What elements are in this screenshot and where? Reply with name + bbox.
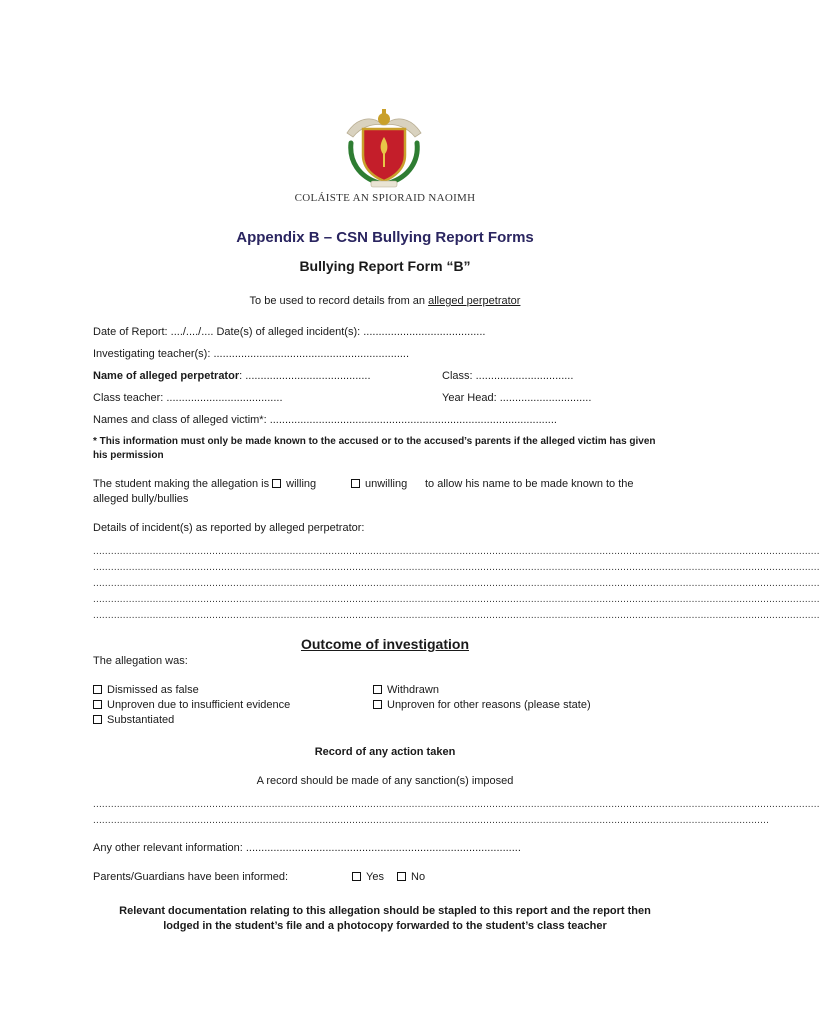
outcome-heading: Outcome of investigation: [300, 636, 469, 652]
details-label: Details of incident(s) as reported by alleged perpetrator:: [93, 522, 365, 534]
parents-yes-checkbox[interactable]: [352, 872, 361, 881]
privacy-note-line2: his permission: [93, 450, 164, 461]
class-field[interactable]: Class: ................................: [442, 370, 574, 382]
footer-line2: lodged in the student’s file and a photocopy forwarded to the student’s class teacher: [163, 920, 607, 932]
intro-text: [0, 295, 770, 307]
dismissed-checkbox[interactable]: [93, 685, 102, 694]
parents-yes-label: Yes: [366, 871, 384, 883]
parents-informed-label: Parents/Guardians have been informed:: [93, 871, 289, 883]
page-title: Appendix B – CSN Bullying Report Forms: [236, 229, 534, 246]
allegation-prefix: The student making the allegation is: [93, 478, 270, 490]
outcome-option-substantiated: [93, 714, 174, 726]
perpetrator-label: Name of alleged perpetrator: [93, 370, 240, 382]
substantiated-label: Substantiated: [107, 714, 175, 726]
school-name: COLÁISTE AN SPIORAID NAOIMH: [294, 192, 476, 204]
record-heading: Record of any action taken: [314, 746, 456, 758]
withdrawn-checkbox[interactable]: [373, 685, 382, 694]
willing-label: willing: [286, 478, 317, 490]
victims-field[interactable]: Names and class of alleged victim*: ..............................................................................................: [93, 414, 557, 426]
unwilling-label: unwilling: [365, 478, 408, 490]
details-line[interactable]: ....................................................................................................................................................................................................................................................: [93, 578, 820, 589]
school-crest-logo: [339, 103, 429, 191]
parents-no-checkbox[interactable]: [397, 872, 406, 881]
sanction-line[interactable]: ....................................................................................................................................................................................................................................................: [93, 799, 820, 810]
unwilling-checkbox[interactable]: [351, 479, 360, 488]
unproven-evidence-checkbox[interactable]: [93, 700, 102, 709]
other-info-field[interactable]: Any other relevant information: ..........................................................................................: [93, 842, 521, 854]
date-of-report-field[interactable]: Date of Report: ..../..../.... Date(s) of alleged incident(s): ........................................: [93, 326, 486, 338]
form-subtitle: Bullying Report Form “B”: [299, 258, 471, 274]
details-line[interactable]: ....................................................................................................................................................................................................................................................: [93, 610, 820, 621]
alleged-perpetrator-field[interactable]: [93, 370, 371, 382]
record-text: A record should be made of any sanction(s) imposed: [256, 775, 514, 787]
details-line[interactable]: ....................................................................................................................................................................................................................................................: [93, 562, 820, 573]
footer-line1: Relevant documentation relating to this allegation should be stapled to this report and the report then: [119, 905, 651, 917]
outcome-option-unproven-evidence: [93, 699, 290, 711]
willing-checkbox[interactable]: [272, 479, 281, 488]
outcome-option-unproven-other: [373, 699, 591, 711]
dismissed-label: Dismissed as false: [107, 684, 199, 696]
allegation-line2: alleged bully/bullies: [93, 493, 189, 505]
substantiated-checkbox[interactable]: [93, 715, 102, 724]
year-head-field[interactable]: Year Head: ..............................: [442, 392, 592, 404]
privacy-note-line1: * This information must only be made known to the accused or to the accused’s parents if the alleged victim has given: [93, 436, 656, 447]
outcome-option-withdrawn: [373, 684, 439, 696]
sanction-line[interactable]: ...................................................................................................................................................................................................................................: [93, 815, 770, 826]
unproven-other-label: Unproven for other reasons (please state): [387, 699, 591, 711]
parents-yes-option: [352, 871, 384, 883]
perpetrator-dots: : .........................................: [239, 370, 371, 382]
allegation-sentence: [93, 478, 316, 490]
unproven-other-checkbox[interactable]: [373, 700, 382, 709]
details-line[interactable]: ....................................................................................................................................................................................................................................................: [93, 546, 820, 557]
unwilling-option: [351, 478, 407, 490]
outcome-option-dismissed: [93, 684, 199, 696]
withdrawn-label: Withdrawn: [387, 684, 439, 696]
class-teacher-field[interactable]: Class teacher: ......................................: [93, 392, 283, 404]
intro-prefix: To be used to record details from an: [249, 295, 429, 307]
parents-no-option: [397, 871, 425, 883]
details-line[interactable]: ....................................................................................................................................................................................................................................................: [93, 594, 820, 605]
parents-no-label: No: [411, 871, 426, 883]
investigating-teachers-field[interactable]: Investigating teacher(s): ................................................................: [93, 348, 410, 360]
outcome-lead: The allegation was:: [93, 655, 188, 667]
allegation-suffix: to allow his name to be made known to the: [425, 478, 634, 490]
intro-underlined: alleged perpetrator: [428, 295, 521, 307]
unproven-evidence-label: Unproven due to insufficient evidence: [107, 699, 291, 711]
